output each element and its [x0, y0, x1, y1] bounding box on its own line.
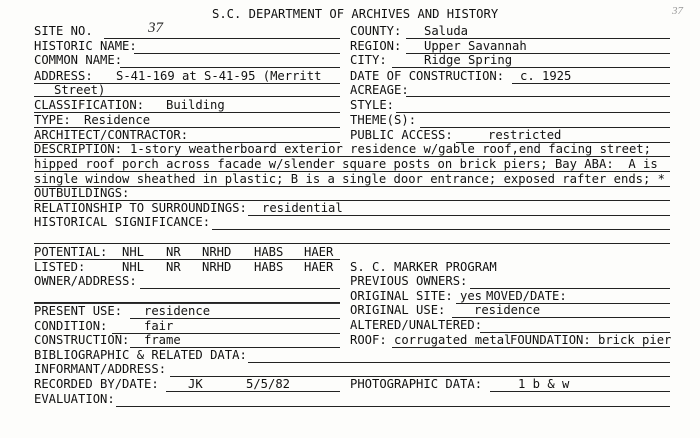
address-label: ADDRESS:	[34, 69, 93, 83]
description-rule-3	[34, 186, 670, 187]
condition-label: CONDITION:	[34, 319, 108, 333]
photographic-rule	[490, 391, 670, 392]
relationship-rule	[248, 215, 670, 216]
moved-date-label: MOVED/DATE:	[486, 289, 567, 303]
date-of-construction-value: c. 1925	[520, 69, 572, 83]
site-no-label: SITE NO.	[34, 24, 93, 38]
classification-label: CLASSIFICATION:	[34, 98, 145, 112]
recorded-rule	[166, 391, 340, 392]
theme-label: THEME(S):	[350, 113, 417, 127]
historic-name-line	[134, 53, 340, 54]
listed-nrhd: NRHD	[202, 260, 232, 274]
common-name-line	[120, 67, 340, 68]
public-access-value: restricted	[488, 128, 562, 142]
relationship-label: RELATIONSHIP TO SURROUNDINGS:	[34, 201, 247, 215]
listed-habs: HABS	[254, 260, 284, 274]
original-use-rule	[452, 317, 670, 318]
form-title: S.C. DEPARTMENT OF ARCHIVES AND HISTORY	[212, 7, 499, 21]
historic-name-label: HISTORIC NAME:	[34, 39, 137, 53]
present-use-label: PRESENT USE:	[34, 304, 123, 318]
altered-unaltered-label: ALTERED/UNALTERED:	[350, 318, 483, 332]
listed-label: LISTED:	[34, 260, 86, 274]
present-use-value: residence	[144, 304, 211, 318]
style-line	[396, 112, 670, 113]
city-label: CITY:	[350, 53, 387, 67]
address-value: S-41-169 at S-41-95 (Merritt	[116, 69, 322, 83]
description-label: DESCRIPTION:	[34, 142, 123, 156]
original-site-value: yes	[460, 289, 483, 303]
significance-rule-2	[34, 243, 670, 244]
acreage-label: ACREAGE:	[350, 83, 409, 97]
site-no-line	[104, 38, 340, 39]
significance-rule-1	[212, 229, 670, 230]
potential-label: POTENTIAL:	[34, 245, 108, 259]
foundation-label: FOUNDATION:	[510, 333, 591, 347]
city-value: Ridge Spring	[424, 53, 513, 67]
owner-address-label: OWNER/ADDRESS:	[34, 274, 137, 288]
address-line-2	[34, 96, 340, 97]
address-value-cont: Street)	[54, 83, 106, 97]
recorded-date-value: 5/5/82	[246, 377, 291, 391]
marker-program-label: S. C. MARKER PROGRAM	[350, 260, 497, 274]
common-name-label: COMMON NAME:	[34, 53, 123, 67]
potential-habs: HABS	[254, 245, 284, 259]
roof-label: ROOF:	[350, 333, 387, 347]
bibliographic-rule	[248, 362, 670, 363]
listed-nr: NR	[166, 260, 181, 274]
condition-value: fair	[144, 319, 174, 333]
corner-mark: 37	[672, 5, 683, 17]
description-line-2: hipped roof porch across facade w/slender square posts on brick piers; Bay ABA: A is	[34, 157, 658, 171]
recorded-by-label: RECORDED BY/DATE:	[34, 377, 159, 391]
style-label: STYLE:	[350, 98, 395, 112]
photographic-data-label: PHOTOGRAPHIC DATA:	[350, 377, 483, 391]
region-label: REGION:	[350, 39, 402, 53]
significance-label: HISTORICAL SIGNIFICANCE:	[34, 215, 211, 229]
architect-label: ARCHITECT/CONTRACTOR:	[34, 128, 189, 142]
date-of-construction-label: DATE OF CONSTRUCTION:	[350, 69, 505, 83]
photographic-data-value: 1 b & w	[518, 377, 570, 391]
region-value: Upper Savannah	[424, 39, 527, 53]
description-line-1: 1-story weatherboard exterior residence w/gable roof,end facing street;	[130, 142, 651, 156]
city-line	[392, 67, 670, 68]
informant-label: INFORMANT/ADDRESS:	[34, 362, 167, 376]
roof-rule	[392, 347, 670, 348]
potential-nr: NR	[166, 245, 181, 259]
original-use-label: ORIGINAL USE:	[350, 303, 446, 317]
evaluation-rule	[116, 406, 670, 407]
owner-rule-1	[140, 288, 340, 289]
listed-nhl: NHL	[122, 260, 145, 274]
site-no-value: 37	[148, 20, 163, 36]
acreage-line	[406, 96, 670, 97]
type-value: Residence	[84, 113, 151, 127]
potential-nrhd: NRHD	[202, 245, 232, 259]
classification-value: Building	[166, 98, 225, 112]
public-access-label: PUBLIC ACCESS:	[350, 128, 453, 142]
description-line-3: single window sheathed in plastic; B is a single door entrance; exposed rafter ends; *	[34, 172, 666, 186]
original-use-value: residence	[474, 303, 541, 317]
outbuildings-label: OUTBUILDINGS:	[34, 186, 130, 200]
date-line	[512, 83, 670, 84]
original-site-label: ORIGINAL SITE:	[350, 289, 453, 303]
type-label: TYPE:	[34, 113, 71, 127]
evaluation-label: EVALUATION:	[34, 392, 115, 406]
relationship-value: residential	[262, 201, 343, 215]
potential-nhl: NHL	[122, 245, 145, 259]
county-label: COUNTY:	[350, 24, 402, 38]
listed-haer: HAER	[304, 260, 334, 274]
bibliographic-label: BIBLIOGRAPHIC & RELATED DATA:	[34, 348, 247, 362]
classification-line	[34, 112, 340, 113]
construction-label: CONSTRUCTION:	[34, 333, 130, 347]
construction-value: frame	[144, 333, 181, 347]
roof-value: corrugated metal	[394, 333, 512, 347]
potential-haer: HAER	[304, 245, 334, 259]
county-value: Saluda	[424, 24, 469, 38]
recorded-by-value: JK	[188, 377, 203, 391]
previous-owners-label: PREVIOUS OWNERS:	[350, 274, 468, 288]
foundation-value: brick pier	[598, 333, 672, 347]
